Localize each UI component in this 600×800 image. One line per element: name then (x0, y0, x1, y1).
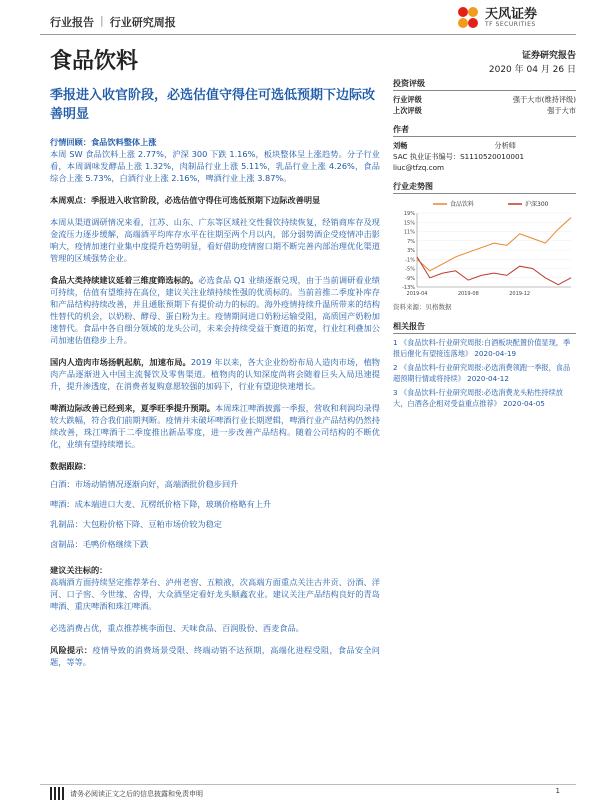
beer-paragraph-body: 本周珠江啤酒披露一季报，营收和利润均录得较大跌幅，符合我们前期判断。疫情并未破坏啤酒行业长期逻辑，啤酒行业产品结构仍然持续改善，珠江啤酒于二季度推出新品零度，进一步改善产品结构。随着公司结构的不断优化，业绩有望持续增长。 (50, 403, 380, 449)
rating-heading: 投资评级 (393, 78, 576, 91)
chart-heading: 行业走势图 (393, 181, 576, 194)
related-report-1[interactable]: 1 《食品饮料-行业研究周报:白酒板块配置价值显现，季报后催化有望接连落地》 2020-04-19 (393, 338, 571, 358)
page-title: 食品饮料 (50, 49, 139, 74)
header-divider (40, 34, 576, 35)
footer-disclaimer: 请务必阅读正文之后的信息披露和免责申明 (70, 790, 203, 798)
y-tick-label: 15% (403, 220, 415, 227)
category-separator: | (100, 14, 104, 27)
y-tick-label: 7% (407, 238, 415, 245)
report-category (50, 14, 176, 30)
y-tick-label: -13% (402, 285, 415, 291)
author-heading: 作者 (393, 124, 576, 137)
page-number: 1 (555, 787, 560, 795)
food-paragraph-lead: 食品大类持续建议延着三维度筛选标的。 (50, 275, 199, 285)
food-paragraph (50, 274, 380, 346)
view-paragraph: 本周从渠道调研情况来看，江苏、山东、广东等区域社交性餐饮持续恢复，经销商库存及现金流压力逐步缓解，高端酒平均库存水平在往期至两个月以内，部分弱势酒企受疫情冲击影响大，疫情加速行业集中度提升趋势明显，看好借助疫情窗口期不断完善内部治理优化渠道管理的区域强势企业。 (50, 217, 380, 263)
series-line-2 (417, 257, 571, 285)
data-tracking-heading: 数据跟踪： (50, 461, 91, 471)
y-tick-label: 3% (407, 248, 415, 254)
data-item-dairy: 乳制品：大包粉价格下降、豆粕市场价较为稳定 (50, 519, 222, 529)
beer-paragraph (50, 402, 380, 450)
rating-row (393, 94, 576, 105)
report-type: 证券研究报告 (521, 51, 576, 61)
analyst-sac: SAC 执业证书编号：S1110520010001 (393, 152, 525, 161)
meat-paragraph (50, 356, 380, 392)
x-tick-label: 2019-08 (457, 291, 479, 297)
footer-divider (40, 784, 576, 785)
y-tick-label: -1% (405, 257, 415, 264)
related-reports (393, 337, 576, 409)
risk-text: 疫情导致的消费场景受限、终端动销不达预期，高端化进程受阻，食品安全问题，等等。 (50, 645, 380, 667)
x-tick-label: 2019-12 (509, 291, 531, 297)
data-item-braised: 卤制品：毛鸭价格继续下跌 (50, 539, 149, 549)
food-paragraph-body: 必选食品 Q1 业绩逐渐兑现，由于当前调研看业绩可持续，估值有望维持在高位，建议关注业绩持续性强的优质标的。当前首推二季度补库存和产品结构持续改善，并且通胀预期下有提价动力的标的。海外疫情持续升温所带来的结构性替代的机会，以奶粉、酵母、蛋白粉为主。疫情期间进口奶粉运输受阻，高质国产奶粉加速替代。食品中各自细分领域的龙头公司，未来会持续受益于赛道的拓宽，行业红利叠加公司加速估值稳步上升。 (50, 275, 380, 345)
y-tick-label: -9% (405, 275, 415, 282)
rating-value: 强于大市(维持评级) (512, 95, 576, 104)
recommendation-paragraph: 高端酒方面持续坚定推荐茅台、泸州老窖、五粮液，次高端方面重点关注古井贡、汾酒、洋河、口子窖、今世缘、舍得，大众酒坚定看好龙头顺鑫农业。建议关注产品结构良好的青岛啤酒、重庆啤酒和珠江啤酒。 (50, 577, 380, 611)
beer-paragraph-lead: 啤酒边际改善已经到来，夏季旺季提升预期。 (50, 403, 216, 413)
series-line-1 (417, 218, 571, 271)
legend-label-1: 食品饮料 (450, 201, 475, 208)
related-report-2[interactable]: 2 《食品饮料-行业研究周报:必选消费领跑一季报，食品超预期行情或将持续》 2020-04-12 (393, 363, 571, 383)
prev-rating-row (393, 105, 576, 116)
footer (50, 787, 203, 800)
analyst-row (393, 140, 576, 151)
sidebar (393, 78, 576, 412)
report-date: 2020 年 04 月 26 日 (488, 65, 576, 75)
category-weekly-report: 行业研究周报 (109, 16, 176, 29)
logo-english-name: TF SECURITIES (485, 21, 536, 28)
analyst-title: 分析师 (494, 141, 516, 150)
qr-code-icon (50, 787, 64, 800)
logo-chinese-name: 天风证券 (485, 7, 538, 22)
rating-label: 行业评级 (393, 95, 422, 104)
y-tick-label: -5% (405, 266, 415, 273)
review-paragraph: 本周 SW 食品饮料上涨 2.77%，沪深 300 下跌 1.16%，板块整体呈上涨趋势。分子行业看，本周调味发酵品上涨 1.32%，肉制品行业上涨 5.11%，乳品行业上涨 4.26%，食品综合上涨 5.73%，白酒行业上涨 2.16%，啤酒行业上涨 3.87%。 (50, 149, 380, 183)
tf-securities-logo (455, 4, 575, 32)
legend-label-2: 沪深300 (525, 201, 549, 208)
risk-paragraph (50, 644, 380, 668)
trend-chart-svg (393, 197, 576, 299)
industry-trend-chart (393, 197, 576, 299)
meat-paragraph-lead: 国内人造肉市场扬帆起航，加速布局。 (50, 357, 191, 367)
tf-logo-icon (455, 5, 481, 31)
report-headline: 季报进入收官阶段，必选估值守得住可选低预期下边际改善明显 (50, 88, 376, 122)
prev-rating-label: 上次评级 (393, 106, 422, 115)
related-report-3[interactable]: 3 《食品饮料-行业研究周报:必选消费龙头粘性持续放大，白酒各企相对受益重点推荐》 2020-04-05 (393, 388, 564, 408)
data-item-baijiu: 白酒：市场动销情况逐渐向好，高端酒批价稳步回升 (50, 479, 239, 489)
view-heading: 本周观点：季报进入收官阶段，必选估值守得住可选低预期下边际改善明显 (50, 195, 321, 205)
analyst-email[interactable]: liuc@tfzq.com (393, 163, 445, 172)
recommendation-heading: 建议关注标的： (50, 565, 108, 575)
y-tick-label: 11% (403, 229, 415, 236)
chart-source: 资料来源：贝格数据 (393, 303, 452, 311)
x-tick-label: 2019-04 (406, 291, 428, 297)
data-item-beer: 啤酒：成本端进口大麦、瓦楞纸价格下降，玻璃价格略有上升 (50, 499, 272, 509)
analyst-name: 刘畅 (393, 141, 408, 150)
meat-paragraph-body: 2019 年以来，各大企业纷纷布局人造肉市场，植物肉产品逐渐进入中国主流餐饮及零售渠道。植物肉的认知深度尚将会随着巨头入局迅速提升，提升渗透度，在消费者复购意愿较强的加码下，行业有望迎快速增长。 (50, 357, 380, 391)
review-heading: 行情回顾：食品饮料整体上涨 (50, 137, 157, 147)
recommendation-paragraph-2: 必选消费占优，重点推荐桃李面包、天味食品、百润股份、西麦食品。 (50, 623, 304, 633)
risk-label: 风险提示： (50, 645, 93, 655)
y-tick-label: 19% (403, 211, 415, 217)
prev-rating-value: 强于大市 (547, 106, 576, 115)
main-content (50, 136, 380, 678)
related-heading: 相关报告 (393, 321, 576, 334)
category-industry-report: 行业报告 (50, 16, 94, 29)
